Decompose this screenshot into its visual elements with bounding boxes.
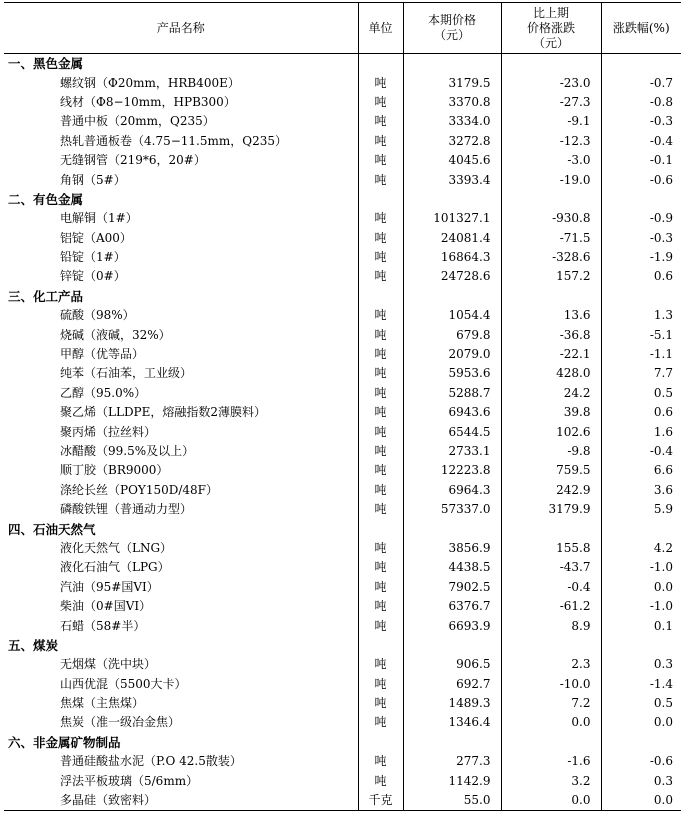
table-row [4,364,681,383]
category-row [4,519,681,538]
header-current-price-line1: 本期价格 [427,13,476,27]
category-row [4,54,681,74]
percent-cell: -0.6 [601,170,681,189]
price-cell: 906.5 [403,655,501,674]
unit-cell: 吨 [358,112,403,131]
price-cell: 7902.5 [403,578,501,597]
table-row [4,655,681,674]
table-row [4,675,681,694]
unit-cell: 吨 [358,422,403,441]
change-cell: -61.2 [501,597,601,616]
unit-cell: 吨 [358,675,403,694]
unit-cell: 吨 [358,752,403,771]
percent-cell: 0.5 [601,694,681,713]
product-name-cell: 液化天然气（LNG） [60,540,173,555]
change-cell: -328.6 [501,248,601,267]
price-cell: 3272.8 [403,132,501,151]
product-name-cell: 液化石油气（LPG） [60,560,170,575]
category-name-cell: 二、有色金属 [8,191,84,207]
price-cell: 55.0 [403,791,501,811]
change-cell [501,636,601,655]
percent-cell: -0.1 [601,151,681,170]
price-cell: 4045.6 [403,151,501,170]
change-cell: -12.3 [501,132,601,151]
unit-cell: 吨 [358,306,403,325]
percent-cell: 3.6 [601,481,681,500]
price-cell: 57337.0 [403,500,501,519]
header-product-name: 产品名称 [4,3,358,54]
percent-cell: -0.6 [601,752,681,771]
percent-cell [601,636,681,655]
table-row [4,481,681,500]
percent-cell: -0.3 [601,229,681,248]
product-name-cell: 线材（Φ8−10mm，HPB300） [60,94,236,109]
change-cell [501,733,601,752]
unit-cell: 吨 [358,364,403,383]
table-header [4,3,681,54]
percent-cell: 0.0 [601,713,681,732]
product-name-cell: 纯苯（石油苯，工业级） [60,366,193,381]
change-cell: -36.8 [501,325,601,344]
change-cell: -23.0 [501,73,601,92]
product-name-cell: 无烟煤（洗中块） [60,657,157,672]
change-cell: 13.6 [501,306,601,325]
percent-cell: 7.7 [601,364,681,383]
unit-cell: 吨 [358,539,403,558]
product-name-cell: 电解铜（1#） [60,211,138,226]
category-row [4,733,681,752]
product-name-cell: 柴油（0#国VI） [60,599,152,614]
header-current-price-line2: （元） [433,28,470,42]
unit-cell: 吨 [358,558,403,577]
change-cell: -27.3 [501,93,601,112]
unit-cell: 吨 [358,694,403,713]
category-row [4,636,681,655]
header-price-change [501,3,601,54]
table-row [4,694,681,713]
category-name-cell: 三、化工产品 [8,288,84,304]
unit-cell: 吨 [358,151,403,170]
unit-cell: 吨 [358,500,403,519]
change-cell: -9.1 [501,112,601,131]
change-cell: 155.8 [501,539,601,558]
price-cell: 6943.6 [403,403,501,422]
table-row [4,616,681,635]
price-cell: 1142.9 [403,771,501,790]
table-row [4,73,681,92]
percent-cell [601,190,681,209]
price-cell: 101327.1 [403,209,501,228]
table-row [4,248,681,267]
table-row [4,578,681,597]
unit-cell: 吨 [358,655,403,674]
product-name-cell: 锌锭（0#） [60,269,126,284]
price-cell: 3393.4 [403,170,501,189]
price-cell: 6693.9 [403,616,501,635]
percent-cell: 6.6 [601,461,681,480]
change-cell [501,287,601,306]
header-change-percent: 涨跌幅(%) [601,3,681,54]
price-cell: 6964.3 [403,481,501,500]
product-name-cell: 普通硅酸盐水泥（P.O 42.5散装） [60,754,242,769]
change-cell [501,190,601,209]
change-cell: 242.9 [501,481,601,500]
percent-cell: -0.4 [601,132,681,151]
unit-cell: 千克 [358,791,403,811]
table-row [4,713,681,732]
percent-cell: 0.0 [601,791,681,811]
table-row [4,170,681,189]
change-cell: -71.5 [501,229,601,248]
percent-cell [601,733,681,752]
percent-cell: -0.8 [601,93,681,112]
unit-cell: 吨 [358,713,403,732]
unit-cell [358,636,403,655]
product-name-cell: 浮法平板玻璃（5/6mm） [60,773,199,788]
change-cell: 102.6 [501,422,601,441]
price-cell: 3334.0 [403,112,501,131]
header-current-price [403,3,501,54]
price-cell: 3856.9 [403,539,501,558]
percent-cell: -1.0 [601,597,681,616]
change-cell: 759.5 [501,461,601,480]
price-table [4,2,681,811]
change-cell: -19.0 [501,170,601,189]
unit-cell: 吨 [358,267,403,286]
product-name-cell: 焦煤（主焦煤） [60,696,145,711]
change-cell: -1.6 [501,752,601,771]
unit-cell [358,733,403,752]
product-name-cell: 热轧普通板卷（4.75−11.5mm，Q235） [60,133,287,148]
product-name-cell: 铅锭（1#） [60,250,126,265]
price-cell: 12223.8 [403,461,501,480]
price-cell [403,287,501,306]
price-cell: 679.8 [403,325,501,344]
price-cell: 1346.4 [403,713,501,732]
change-cell [501,54,601,74]
unit-cell: 吨 [358,403,403,422]
unit-cell: 吨 [358,209,403,228]
category-name-cell: 一、黑色金属 [8,56,84,72]
unit-cell [358,519,403,538]
unit-cell: 吨 [358,345,403,364]
product-name-cell: 聚丙烯（拉丝料） [60,424,157,439]
unit-cell [358,190,403,209]
product-name-cell: 甲醇（优等品） [60,347,145,362]
percent-cell [601,519,681,538]
product-name-cell: 螺纹钢（Φ20mm，HRB400E） [60,75,240,90]
change-cell: 428.0 [501,364,601,383]
change-cell: -9.8 [501,442,601,461]
percent-cell [601,287,681,306]
unit-cell: 吨 [358,616,403,635]
product-name-cell: 山西优混（5500大卡） [60,676,187,691]
change-cell: 3.2 [501,771,601,790]
table-row [4,442,681,461]
percent-cell: 0.5 [601,384,681,403]
percent-cell: -1.9 [601,248,681,267]
percent-cell: 0.3 [601,771,681,790]
change-cell: -0.4 [501,578,601,597]
product-name-cell: 硫酸（98%） [60,308,135,323]
unit-cell: 吨 [358,771,403,790]
table-row [4,132,681,151]
product-name-cell: 汽油（95#国VI） [60,579,159,594]
price-table-container [4,2,681,811]
price-cell: 16864.3 [403,248,501,267]
percent-cell: 0.3 [601,655,681,674]
table-row [4,209,681,228]
percent-cell: -1.1 [601,345,681,364]
price-cell [403,519,501,538]
percent-cell: -0.9 [601,209,681,228]
unit-cell: 吨 [358,461,403,480]
unit-cell: 吨 [358,384,403,403]
unit-cell: 吨 [358,229,403,248]
percent-cell [601,54,681,74]
change-cell [501,519,601,538]
table-row [4,151,681,170]
unit-cell: 吨 [358,73,403,92]
unit-cell: 吨 [358,170,403,189]
table-row [4,112,681,131]
percent-cell: 0.1 [601,616,681,635]
percent-cell: -0.3 [601,112,681,131]
percent-cell: -0.4 [601,442,681,461]
product-name-cell: 顺丁胶（BR9000） [60,463,169,478]
percent-cell: -1.4 [601,675,681,694]
change-cell: -930.8 [501,209,601,228]
table-body [4,54,681,811]
price-cell: 1054.4 [403,306,501,325]
header-price-change-line3: （元） [532,35,569,50]
change-cell: -22.1 [501,345,601,364]
category-row [4,190,681,209]
price-cell: 5288.7 [403,384,501,403]
table-row [4,558,681,577]
price-cell: 4438.5 [403,558,501,577]
percent-cell: 0.6 [601,267,681,286]
change-cell: -3.0 [501,151,601,170]
table-row [4,500,681,519]
percent-cell: 4.2 [601,539,681,558]
unit-cell [358,54,403,74]
percent-cell: -1.0 [601,558,681,577]
percent-cell: 0.0 [601,578,681,597]
table-row [4,345,681,364]
table-row [4,93,681,112]
price-cell: 5953.6 [403,364,501,383]
table-row [4,325,681,344]
product-name-cell: 烧碱（液碱，32%） [60,327,171,342]
price-cell: 2079.0 [403,345,501,364]
table-row [4,267,681,286]
unit-cell: 吨 [358,325,403,344]
change-cell: 39.8 [501,403,601,422]
change-cell: 0.0 [501,791,601,811]
change-cell: -43.7 [501,558,601,577]
change-cell: 24.2 [501,384,601,403]
product-name-cell: 铝锭（A00） [60,230,132,245]
percent-cell: 1.6 [601,422,681,441]
table-row [4,597,681,616]
percent-cell: 0.6 [601,403,681,422]
price-cell [403,190,501,209]
price-cell: 692.7 [403,675,501,694]
unit-cell: 吨 [358,481,403,500]
change-cell: 157.2 [501,267,601,286]
product-name-cell: 普通中板（20mm，Q235） [60,114,215,129]
price-cell [403,636,501,655]
table-row [4,752,681,771]
table-row [4,384,681,403]
product-name-cell: 焦炭（准一级冶金焦） [60,715,181,730]
price-cell: 24081.4 [403,229,501,248]
price-cell: 6544.5 [403,422,501,441]
price-cell: 2733.1 [403,442,501,461]
unit-cell: 吨 [358,578,403,597]
table-row [4,791,681,811]
table-row [4,229,681,248]
category-row [4,287,681,306]
change-cell: -10.0 [501,675,601,694]
change-cell: 2.3 [501,655,601,674]
product-name-cell: 涤纶长丝（POY150D/48F） [60,482,218,497]
product-name-cell: 磷酸铁锂（普通动力型） [60,502,193,517]
change-cell: 7.2 [501,694,601,713]
table-row [4,422,681,441]
price-cell [403,54,501,74]
unit-cell: 吨 [358,442,403,461]
header-price-change-line1: 比上期 [532,5,569,20]
table-row [4,403,681,422]
change-cell: 3179.9 [501,500,601,519]
table-row [4,306,681,325]
change-cell: 8.9 [501,616,601,635]
table-row [4,771,681,790]
price-cell [403,733,501,752]
product-name-cell: 角钢（5#） [60,172,126,187]
change-cell: 0.0 [501,713,601,732]
header-unit: 单位 [358,3,403,54]
category-name-cell: 四、石油天然气 [8,521,96,537]
price-cell: 6376.7 [403,597,501,616]
price-cell: 24728.6 [403,267,501,286]
unit-cell: 吨 [358,597,403,616]
price-cell: 1489.3 [403,694,501,713]
product-name-cell: 乙醇（95.0%） [60,385,147,400]
product-name-cell: 聚乙烯（LLDPE，熔融指数2薄膜料） [60,405,267,420]
percent-cell: -5.1 [601,325,681,344]
unit-cell [358,287,403,306]
unit-cell: 吨 [358,132,403,151]
price-cell: 3179.5 [403,73,501,92]
percent-cell: -0.7 [601,73,681,92]
unit-cell: 吨 [358,248,403,267]
category-name-cell: 六、非金属矿物制品 [8,734,121,750]
percent-cell: 1.3 [601,306,681,325]
table-row [4,461,681,480]
product-name-cell: 多晶硅（致密料） [4,791,358,811]
unit-cell: 吨 [358,93,403,112]
percent-cell: 5.9 [601,500,681,519]
product-name-cell: 石蜡（58#半） [60,618,146,633]
table-row [4,539,681,558]
header-price-change-line2: 价格涨跌 [526,20,575,35]
price-cell: 3370.8 [403,93,501,112]
price-cell: 277.3 [403,752,501,771]
product-name-cell: 无缝钢管（219*6，20#） [60,153,206,168]
category-name-cell: 五、煤炭 [8,637,59,653]
product-name-cell: 冰醋酸（99.5%及以上） [60,444,195,458]
